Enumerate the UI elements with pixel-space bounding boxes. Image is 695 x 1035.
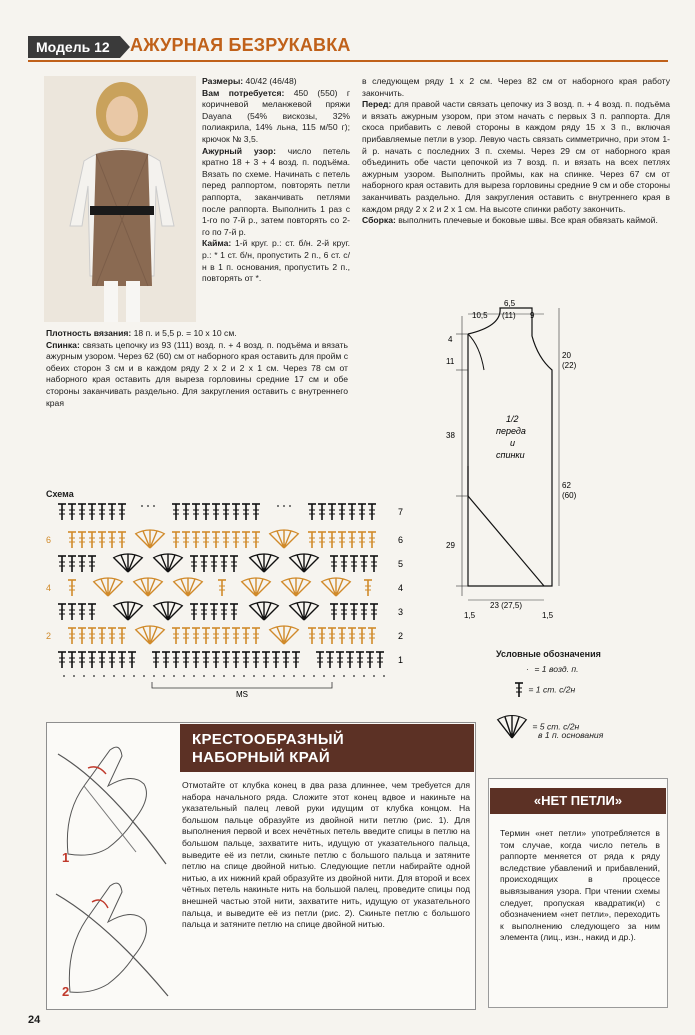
legend-fan-text-2: в 1 п. основания — [538, 730, 604, 740]
pattern-label-2: переда — [496, 426, 526, 436]
dim-bottom: 23 (27,5) — [490, 601, 523, 610]
edge-text: 1-й круг. р.: ст. б/н. 2-й круг. р.: * 1 ст. б/н, пропустить 2 п., 6 ст. с/н в 1 п. основания, пропустить 2 п., повторять от *. — [202, 238, 350, 284]
dim-38: 38 — [446, 431, 455, 440]
front-label: Перед: — [362, 99, 392, 110]
sizes-value: 40/42 (46/48) — [243, 76, 297, 86]
cast-on-title-line-1: КРЕСТООБРАЗНЫЙ — [192, 731, 344, 748]
materials-label: Вам потребуется: — [202, 87, 285, 98]
row-number-1: 1 — [398, 655, 404, 665]
dim-4: 4 — [448, 335, 453, 344]
gauge-text: 18 п. и 5,5 р. = 10 х 10 см. — [131, 328, 237, 338]
treble-crochet-icon — [512, 682, 526, 698]
dim-top-mid: 6,5 — [504, 299, 516, 308]
cast-on-title-line-2: НАБОРНЫЙ КРАЙ — [192, 749, 330, 766]
pattern-label-4: спинки — [496, 450, 525, 460]
spec-column-right — [362, 76, 670, 227]
garment-pattern-diagram — [444, 296, 694, 626]
dim-top-right: 9 — [530, 311, 535, 320]
figure-2-label: 2 — [62, 984, 70, 999]
dim-20: 20 — [562, 351, 571, 360]
dim-29: 29 — [446, 541, 455, 550]
dim-60: (60) — [562, 491, 577, 500]
row-number-2-right: 2 — [398, 631, 404, 641]
title-underline — [28, 60, 668, 62]
crochet-chart — [44, 500, 414, 700]
lace-pattern-text: число петель кратно 18 + 3 + 4 возд. п. подъёма. Вязать по схеме. Начинать с петель перед раппортом, повторять петли раппорта, заканчивать петлями после раппорта. Выполнить 1 раз с 1-го по 7-й р., затем повторять со 2-го по 7-й р. — [202, 145, 351, 237]
row-number-3: 3 — [398, 607, 404, 617]
lace-pattern-label: Ажурный узор: — [202, 145, 276, 156]
dim-top-mid-alt: (11) — [502, 311, 516, 320]
no-stitch-title: «НЕТ ПЕТЛИ» — [490, 788, 666, 814]
row-number-2-left: 2 — [46, 631, 52, 641]
dim-22: (22) — [562, 361, 577, 370]
cast-on-title — [180, 724, 474, 772]
spec-column-bottom — [46, 328, 348, 409]
back-text: связать цепочку из 93 (111) возд. п. + 4 возд. п. подъёма и вязать ажурным узором. Через 62 (60) см от наборного края оставить для пройм с обеих сторон 3 см и в каждом ряду 2 х 2 и 2 х 1 см. Через 78 см от наборного края оставить для выреза горловины средние 17 см и обе стороны заканчивать раздельно. Для закругления оставить с внутреннего края — [46, 339, 348, 408]
edge-label: Кайма: — [202, 238, 232, 249]
schema-title: Схема — [46, 489, 74, 499]
legend-chain — [526, 664, 578, 674]
legend-chain-text: = 1 возд. п. — [534, 664, 579, 674]
pattern-label-3: и — [510, 438, 516, 448]
back-label: Спинка: — [46, 339, 80, 350]
row-number-4-right: 4 — [398, 583, 404, 593]
model-label: Модель 12 — [28, 36, 120, 58]
gauge-label: Плотность вязания: — [46, 328, 132, 338]
no-stitch-text: Термин «нет петли» употребляется в том случае, когда число петель в раппорте меняется от ряда к ряду вследствие убавлений и прибавлений, происходящих в процессе вывязывания узора. При чтении схемы следует, пропуская квадратик(и) с обозначением «нет петли», переходить к выполнению следующего за ним элемента (лиц., изн., накид и др.). — [500, 828, 660, 943]
assembly-label: Сборка: — [362, 215, 396, 226]
legend-treble-text: = 1 ст. с/2н — [528, 684, 576, 695]
dim-1-5-right: 1,5 — [542, 611, 554, 620]
legend-title: Условные обозначения — [496, 649, 601, 659]
row-number-4-left: 4 — [46, 583, 52, 593]
model-photo — [44, 76, 196, 322]
front-text: для правой части связать цепочку из 3 возд. п. + 4 возд. п. подъёма и вязать ажурным узором, при этом начать с первых 3 п. раппорта. Для скоса прибавить с левой стороны в каждом ряду 15 х 3 п., включая прибавляемые петли в узор. Левую часть связать симметрично, при этом 1-й р. начать с последних 3 п. схемы. Через 29 см от наборного края объединить обе части цепочкой из 7 возд. п. и вязать на всех петлях ажурным узором. Выполнить проймы, как на спинке. Через 67 см от наборного края оставить для выреза горловины средние 9 см и обе стороны заканчивать раздельно. Для закругления оставить с внутреннего края в каждом ряду 2 х 2 и 2 х 1 см. На высоте спинки работу закончить. — [362, 99, 670, 214]
chain-icon: · — [526, 664, 529, 674]
row-number-5: 5 — [398, 559, 404, 569]
row-number-6-right: 6 — [398, 535, 404, 545]
dim-1-5-left: 1,5 — [464, 611, 476, 620]
ms-label: MS — [236, 690, 248, 699]
cast-on-text: Отмотайте от клубка конец в два раза длиннее, чем требуется для набора начального ряда. Сложите этот конец вдвое и накиньте на указательный палец левой руки идущим от клубка концом. На большом пальце образуйте из двойной нити петлю (рис. 1). Для выполнения первой и всех нечётных петель введите спицы в петлю на большом пальце, захватите нить, идущую от указательного пальца, выведите её из петли, скиньте петлю с большого пальца и затяните петлю на спице двойной нитью. Следующие петли набирайте одной нитью, а их нижний край образуйте из двойной нити. Для второй и всех чётных петель накиньте нить на большой палец, проведите спицы под внешней частью этой нити, захватите нить, идущую от указательного пальца, и выведите её из петли (рис. 2). Скиньте петлю с большого пальца и затяните петлю на спице двойной нитью. — [182, 780, 470, 930]
dim-top-left: 10,5 — [472, 311, 488, 320]
legend-treble — [512, 682, 575, 698]
pattern-label-1: 1/2 — [506, 414, 519, 424]
spec-column-top — [202, 76, 350, 285]
back-continued-text: в следующем ряду 1 х 2 см. Через 82 см от наборного края работу закончить. — [362, 76, 670, 98]
figure-1-label: 1 — [62, 850, 70, 865]
sizes-label: Размеры: — [202, 76, 244, 86]
dim-62: 62 — [562, 481, 571, 490]
assembly-text: выполнить плечевые и боковые швы. Все края обвязать каймой. — [395, 215, 658, 226]
dim-11: 11 — [446, 357, 455, 366]
materials-value: 450 (550) г коричневой меланжевой пряжи Dayana (54% вискозы, 32% полиакрила, 14% льна, 115 м/50 г); крючок № 3,5. — [202, 87, 350, 144]
page-number: 24 — [28, 1014, 41, 1026]
row-number-7: 7 — [398, 507, 404, 517]
hand-illustrations — [48, 724, 178, 1006]
fan-stitch-icon — [494, 714, 530, 740]
legend-fan-text: = 5 ст. с/2н — [532, 721, 580, 732]
row-number-6-left: 6 — [46, 535, 52, 545]
page-title: АЖУРНАЯ БЕЗРУКАВКА — [130, 35, 351, 55]
